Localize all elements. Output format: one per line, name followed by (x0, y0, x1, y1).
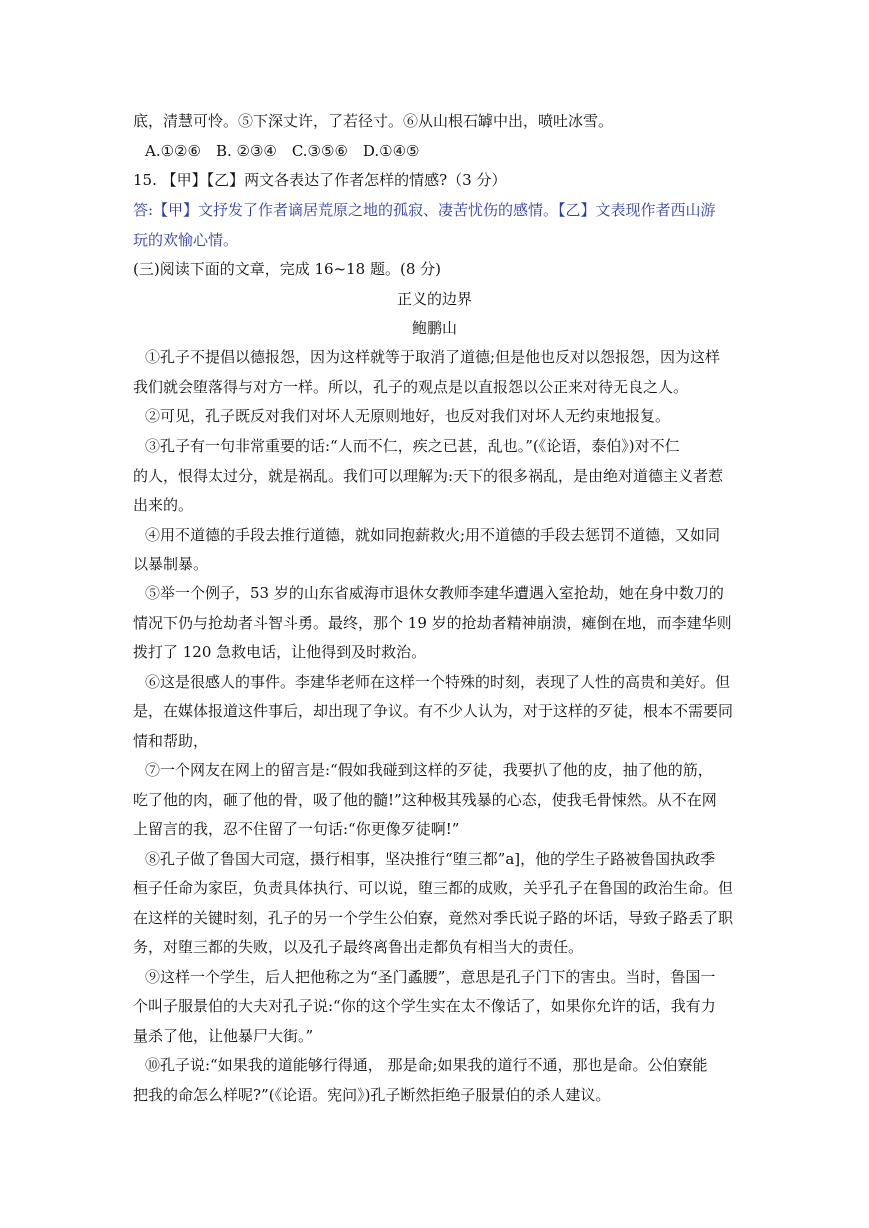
text-line: 鲍鹏山 (411, 319, 457, 337)
text-line: (三)阅读下面的文章，完成 16~18 题。(8 分) (133, 260, 441, 278)
text-line: ③孔子有一句非常重要的话:“人而不仁，疾之已甚，乱也。”(《论语，泰伯》)对不仁 (145, 437, 680, 455)
text-line: ⑩孔子说:“如果我的道能够行得通， 那是命;如果我的道行不通，那也是命。公伯寮能 (145, 1056, 708, 1074)
text-line: 正义的边界 (396, 290, 472, 308)
text-line: 情和帮助， (133, 732, 209, 750)
text-line: 务，对堕三都的失败，以及孔子最终离鲁出走都负有相当大的责任。 (133, 938, 584, 956)
text-line: ⑨这样一个学生，后人把他称之为“圣门蟊腰”，意思是孔子门下的害虫。当时，鲁国一 (145, 968, 716, 986)
text-line: 底，清慧可怜。⑤下深丈许，了若径寸。⑥从山根石罅中出，喷吐冰雪。 (133, 112, 614, 130)
text-line: 吃了他的肉，砸了他的骨，吸了他的髓!”这种极其残暴的心态，使我毛骨悚然。从不在网 (133, 791, 717, 809)
text-line: 量杀了他，让他暴尸大街。” (133, 1027, 314, 1045)
text-line: 我们就会堕落得与对方一样。所以，孔子的观点是以直报怨以公正来对待无良之人。 (133, 378, 689, 396)
text-line: ②可见，孔子既反对我们对坏人无原则地好，也反对我们对坏人无约束地报复。 (145, 407, 671, 425)
text-line: 桓子任命为家臣，负责具体执行、可以说，堕三都的成败，关乎孔子在鲁国的政治生命。但 (133, 879, 734, 897)
text-line: A.①②⑥ B. ②③④ C.③⑤⑥ D.①④⑤ (145, 142, 420, 160)
text-line: 在这样的关键时刻，孔子的另一个学生公伯寮，竟然对季氏说子路的坏话，导致子路丢了职 (133, 909, 734, 927)
text-line: ①孔子不提倡以德报怨，因为这样就等于取消了道德;但是他也反对以怨报怨，因为这样 (145, 348, 721, 366)
text-line: 答:【甲】文抒发了作者谪居荒原之地的孤寂、凄苦忧伤的感情。【乙】文表现作者西山游 (133, 201, 716, 219)
text-line: 个叫子服景伯的大夫对孔子说:“你的这个学生实在太不像话了，如果你允许的话，我有力 (133, 997, 716, 1015)
text-line: 以暴制暴。 (133, 555, 209, 573)
text-line: 是，在媒体报道这件事后，却出现了争议。有不少人认为，对于这样的歹徒，根本不需要同 (133, 702, 734, 720)
text-line: 的人，恨得太过分，就是祸乱。我们可以理解为:天下的很多祸乱，是由绝对道德主义者惹 (133, 467, 724, 485)
text-line: ⑧孔子做了鲁国大司寇，摄行相事，坚决推行“堕三都”a]，他的学生子路被鲁国执政季 (145, 850, 716, 868)
text-line: 上留言的我，忍不住留了一句话:“你更像歹徒啊!” (133, 820, 460, 838)
text-line: ⑦一个网友在网上的留言是:“假如我碰到这样的歹徒，我要扒了他的皮，抽了他的筋， (145, 761, 713, 779)
text-line: ④用不道德的手段去推行道德，就如同抱薪救火;用不道德的手段去惩罚不道德，又如同 (145, 526, 721, 544)
text-line: ⑤举一个例子，53 岁的山东省威海市退休女教师李建华遭遇入室抢劫，她在身中数刀的 (145, 584, 724, 602)
text-line: 15. 【甲】【乙】两文各表达了作者怎样的情感?（3 分） (133, 171, 507, 189)
text-line: 玩的欢愉心情。 (133, 231, 239, 249)
text-line: 拨打了 120 急救电话，让他得到及时救治。 (133, 643, 427, 661)
text-line: 出来的。 (133, 496, 194, 514)
text-line: 情况下仍与抢劫者斗智斗勇。最终，那个 19 岁的抢劫者精神崩溃，瘫倒在地，而李建华则 (133, 614, 732, 632)
text-line: ⑥这是很感人的事件。李建华老师在这样一个特殊的时刻，表现了人性的高贵和美好。但 (145, 673, 731, 691)
text-line: 把我的命怎么样呢?”(《论语。宪问》)孔子断然拒绝子服景伯的杀人建议。 (133, 1086, 611, 1104)
